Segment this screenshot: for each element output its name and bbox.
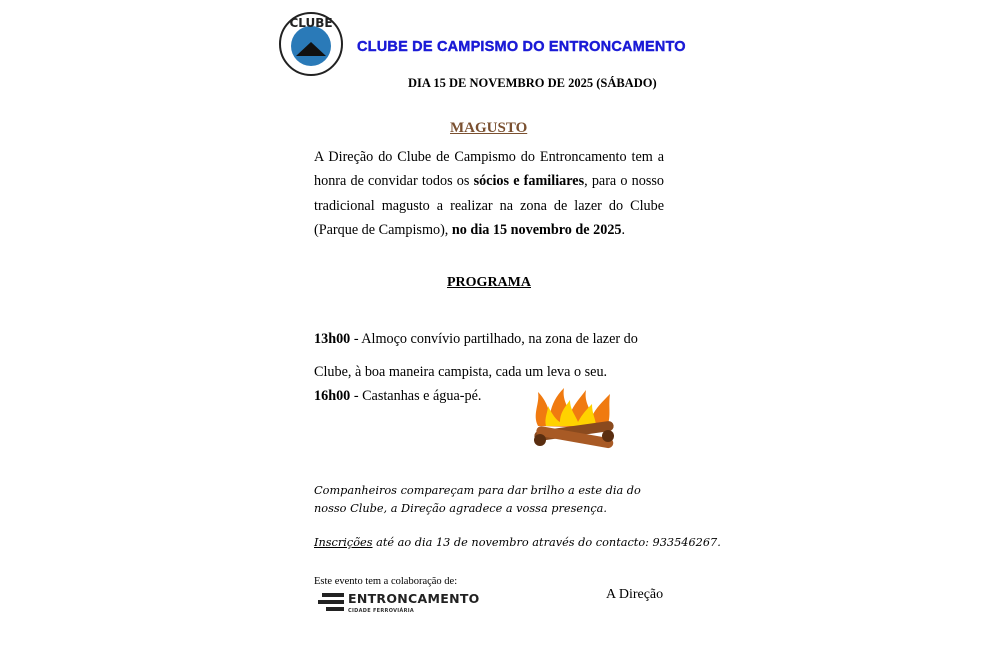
collaboration-label: Este evento tem a colaboração de: (314, 576, 458, 587)
program-text: - Almoço convívio partilhado, na zona de lazer do Clube, à boa maneira campista, cada um leva o seu. (314, 331, 638, 380)
intro-date-highlight: no dia 15 novembro de 2025 (451, 221, 622, 238)
program-heading: PROGRAMA (447, 275, 531, 290)
club-title: CLUBE DE CAMPISMO DO ENTRONCAMENTO (357, 39, 686, 55)
program-time: 16h00 (314, 388, 351, 404)
program-text: - Castanhas e água-pé. (350, 388, 482, 404)
program-item (314, 323, 664, 389)
campfire-icon (530, 386, 616, 454)
intro-text: , para o nosso tradicional magusto a realizar na zona de lazer do Clube (Parque de Campismo), (314, 173, 664, 238)
registration-label: Inscrições (314, 536, 373, 549)
svg-text:CLUBE: CLUBE (289, 16, 333, 30)
intro-paragraph (314, 145, 664, 242)
program-time: 13h00 (314, 331, 351, 347)
sponsor-subtitle: CIDADE FERROVIÁRIA (348, 608, 415, 614)
intro-text: . (621, 221, 626, 238)
sponsor-name: ENTRONCAMENTO (348, 591, 480, 606)
event-date: DIA 15 DE NOVEMBRO DE 2025 (SÁBADO) (408, 76, 657, 90)
signature: A Direção (606, 587, 664, 602)
closing-message: Companheiros compareçam para dar brilho a este dia do nosso Clube, a Direção agradece a vossa presença. (314, 484, 641, 515)
event-title: MAGUSTO (450, 120, 528, 136)
intro-highlight: sócios e familiares (473, 173, 585, 190)
registration-info (314, 536, 721, 549)
registration-text: até ao dia 13 de novembro através do contacto: 933546267. (372, 536, 721, 549)
club-logo (278, 10, 344, 78)
program-item (314, 388, 481, 405)
intro-text: A Direção do Clube de Campismo do Entroncamento tem a honra de convidar todos os (314, 149, 664, 190)
